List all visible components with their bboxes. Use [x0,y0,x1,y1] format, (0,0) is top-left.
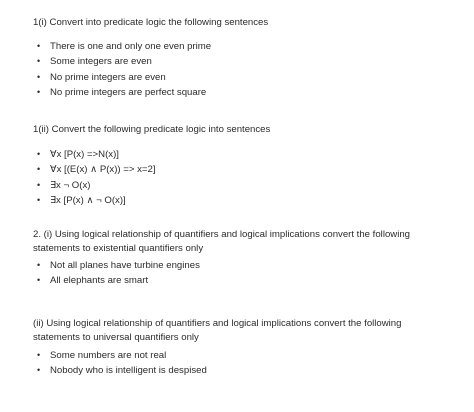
bullet-icon: • [37,260,41,270]
list-item [33,258,200,273]
list-item-text: No prime integers are even [50,71,166,83]
section-2ii-heading: (ii) Using logical relationship of quantifiers and logical implications convert the following statements to universal quantifiers only [33,318,402,343]
list-item-text: No prime integers are perfect square [50,86,207,98]
bullet-icon: • [37,86,41,97]
bullet-icon: • [37,350,41,360]
bullet-icon: • [37,164,41,175]
list-item-text: There is one and only one even prime [50,41,212,52]
list-item [33,348,207,363]
bullet-icon: • [37,275,41,286]
bullet-icon: • [37,179,41,190]
bullet-icon: • [37,365,41,376]
section-1i-heading: 1(i) Convert into predicate logic the following sentences [33,17,269,28]
bullet-icon: • [37,41,41,51]
list-item [33,162,156,177]
section-2i-list [33,258,200,289]
list-item [33,178,156,193]
bullet-icon: • [37,194,41,205]
list-item-text: Nobody who is intelligent is despised [50,365,207,377]
section-2ii-list [33,348,207,379]
list-item-text: ∃x [P(x) ∧ ¬ O(x)] [50,194,126,206]
section-1ii-heading: 1(ii) Convert the following predicate logic into sentences [33,124,271,135]
list-item [33,193,156,208]
list-item-text: ∀x [P(x) =>N(x)] [50,149,119,160]
list-item [33,70,211,85]
section-2i-heading: 2. (i) Using logical relationship of quantifiers and logical implications convert the following statements to existential quantifiers only [33,229,411,254]
list-item-text: Some integers are even [50,56,152,68]
section-1ii-list [33,147,156,208]
list-item-text: All elephants are smart [50,275,149,287]
list-item [33,363,207,378]
list-item [33,54,211,69]
list-item [33,39,211,54]
list-item-text: Not all planes have turbine engines [50,260,200,271]
bullet-icon: • [37,71,41,82]
list-item-text: ∀x [(E(x) ∧ P(x)) => x=2] [50,164,156,176]
list-item [33,147,156,162]
bullet-icon: • [37,149,41,159]
list-item [33,273,200,288]
list-item [33,85,211,100]
list-item-text: Some numbers are not real [50,350,167,361]
list-item-text: ∃x ¬ O(x) [50,179,91,191]
bullet-icon: • [37,56,41,67]
section-1i-list [33,39,211,100]
